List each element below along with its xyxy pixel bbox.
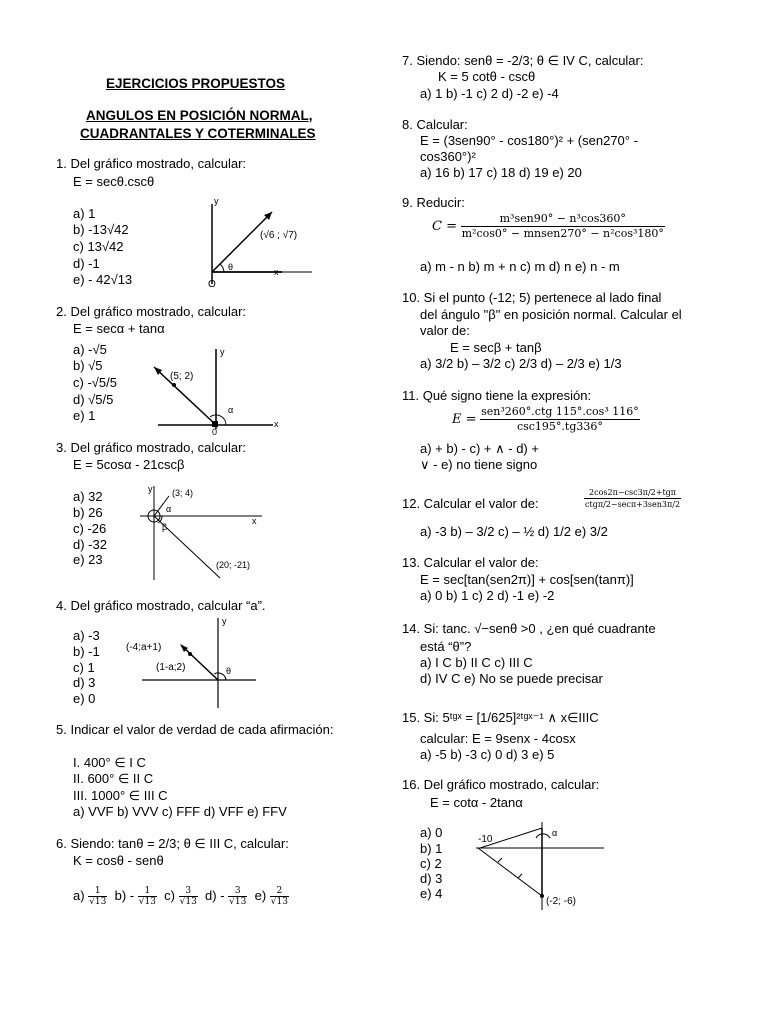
p4-option-e: e) 0 (73, 691, 96, 706)
p10-options: a) 3/2 b) – 3/2 c) 2/3 d) – 2/3 e) 1/3 (420, 356, 622, 371)
p2-option-b: b) √5 (73, 358, 103, 373)
p1-terminal-side (212, 212, 272, 272)
section-subtitle-line1: ANGULOS EN POSICIÓN NORMAL, (86, 108, 313, 123)
p3-alpha-label: α (166, 504, 172, 514)
p2-point-marker (172, 383, 176, 387)
p1-stem: 1. Del gráfico mostrado, calcular: (56, 156, 247, 171)
p2-option-e: e) 1 (73, 408, 96, 423)
p6-expression: K = cosθ - senθ (73, 853, 164, 868)
p1-angle-label: θ (228, 262, 234, 272)
p14-options-line1: a) I C b) II C c) III C (420, 655, 533, 670)
p16-expression: E = cotα - 2tanα (430, 795, 523, 810)
p3-option-b: b) 26 (73, 505, 103, 520)
p4-terminal-side (182, 646, 218, 680)
p13-stem: 13. Calcular el valor de: (402, 555, 539, 570)
p11-options-line2: ∨ - e) no tiene signo (420, 457, 538, 472)
p3-expression: E = 5cosα - 21cscβ (73, 457, 185, 472)
p16-point-marker (540, 894, 544, 898)
p1-option-a: a) 1 (73, 206, 96, 221)
p14-options-line2: d) IV C e) No se puede precisar (420, 671, 603, 686)
p11-denominator: csc195°.tg336° (516, 420, 603, 433)
p12-numerator: 2cos2π−csc3π/2+tgπ (584, 487, 681, 499)
page-title: EJERCICIOS PROPUESTOS (106, 76, 286, 91)
p1-origin-label: O (208, 279, 216, 290)
p4-option-b: b) -1 (73, 644, 100, 659)
p2-origin-label: 0 (212, 427, 218, 435)
p16-tick-label: -10 (478, 834, 493, 845)
p11-numerator: sen³260°.ctg 115°.cos³ 116° (481, 405, 639, 418)
p9-denominator: m²cos0° − mnsen270° − n²cos³180° (461, 227, 664, 240)
p16-option-d: d) 3 (420, 871, 443, 886)
p5-item-1: I. 400° ∈ I C (73, 755, 146, 770)
p10-line3: valor de: (420, 323, 470, 338)
p12-denominator: ctgπ/2−secπ+3sen3π/2 (585, 500, 681, 509)
p10-expression: E = secβ + tanβ (450, 340, 542, 355)
p3-point1-label: (3; 4) (172, 488, 194, 498)
p11-lhs: E = (452, 411, 477, 427)
p2-x-label: x (274, 419, 279, 429)
p9-lhs: C = (432, 218, 457, 234)
p16-tick1 (498, 858, 502, 862)
p2-graph (148, 345, 288, 435)
p11-stem: 11. Qué signo tiene la expresión: (402, 388, 592, 403)
p2-point-label: (5; 2) (170, 371, 194, 382)
p4-point2-label: (1-a;2) (156, 662, 186, 673)
p16-point-label: (-2; -6) (546, 896, 576, 907)
p4-option-a: a) -3 (73, 628, 100, 643)
p8-stem: 8. Calcular: (402, 117, 468, 132)
p3-graph (132, 482, 272, 582)
p9-options: a) m - n b) m + n c) m d) n e) n - m (420, 259, 620, 274)
p1-expression: E = secθ.cscθ (73, 174, 155, 189)
p3-y-label: y (148, 484, 153, 494)
p6-options: a) $\frac{1}{√13}$ b) - $\frac{1}{√13}$ c) $\frac{3}{√13}$ d) - $\frac{3}{√13}$ e) $\frac{2}{√13}$ (73, 886, 288, 907)
p3-x-label: x (252, 516, 257, 526)
p13-options: a) 0 b) 1 c) 2 d) -1 e) -2 (420, 588, 555, 603)
p12-options: a) -3 b) – 3/2 c) – ½ d) 1/2 e) 3/2 (420, 524, 608, 539)
p4-graph (122, 612, 262, 712)
p6-stem: 6. Siendo: tanθ = 2/3; θ ∈ III C, calcular: (56, 836, 289, 851)
p5-options: a) VVF b) VVV c) FFF d) VFF e) FFV (73, 804, 287, 819)
p16-tick2 (518, 874, 522, 878)
p15-options: a) -5 b) -3 c) 0 d) 3 e) 5 (420, 747, 555, 762)
p16-slanted-line (478, 848, 542, 896)
p1-option-d: d) -1 (73, 256, 100, 271)
p16-stem: 16. Del gráfico mostrado, calcular: (402, 777, 600, 792)
p3-stem: 3. Del gráfico mostrado, calcular: (56, 440, 247, 455)
p1-option-b: b) -13√42 (73, 222, 129, 237)
p1-option-e: e) - 42√13 (73, 272, 133, 287)
p14-line2: está “θ”? (420, 639, 472, 654)
p3-point2-label: (20; -21) (216, 560, 251, 570)
p8-expression-line1: E = (3sen90° - cos180°)² + (sen270° - (420, 133, 638, 148)
p4-option-c: c) 1 (73, 660, 95, 675)
p2-option-a: a) -√5 (73, 342, 107, 357)
p9-stem: 9. Reducir: (402, 195, 465, 210)
p2-option-d: d) √5/5 (73, 392, 114, 407)
p10-line1: 10. Si el punto (-12; 5) pertenece al lado final (402, 290, 662, 305)
p4-option-d: d) 3 (73, 675, 96, 690)
p2-angle-label: α (228, 405, 234, 415)
p16-option-b: b) 1 (420, 841, 443, 856)
p3-option-a: a) 32 (73, 489, 103, 504)
p4-point-marker (188, 652, 192, 656)
p8-options: a) 16 b) 17 c) 18 d) 19 e) 20 (420, 165, 582, 180)
p1-option-c: c) 13√42 (73, 239, 124, 254)
p1-point-label: (√6 ; √7) (260, 230, 298, 241)
p16-angle-label: α (552, 828, 558, 838)
p10-line2: del ángulo "β" en posición normal. Calcular el (420, 307, 682, 322)
p13-expression: E = sec[tan(sen2π)] + cos[sen(tanπ)] (420, 572, 634, 587)
p3-beta-label: β (162, 522, 168, 532)
p16-option-c: c) 2 (420, 856, 442, 871)
p2-y-label: y (220, 347, 225, 357)
p4-stem: 4. Del gráfico mostrado, calcular “a”. (56, 598, 266, 613)
p4-angle-label: θ (226, 666, 232, 676)
section-subtitle-line2: CUADRANTALES Y COTERMINALES (80, 126, 316, 141)
p3-option-c: c) -26 (73, 521, 107, 536)
p11-formula (452, 405, 640, 434)
p3-option-e: e) 23 (73, 552, 103, 567)
p3-option-d: d) -32 (73, 537, 107, 552)
p14-line1: 14. Si: tanc. √−senθ >0 , ¿en qué cuadrante (402, 621, 656, 636)
p8-expression-line2: cos360°)² (420, 149, 476, 164)
p15-stem: 15. Si: 5ᵗᵍˣ = [1/625]²ᵗᵍˣ⁻¹ ∧ x∈IIIC (402, 710, 599, 725)
p16-option-a: a) 0 (420, 825, 443, 840)
p16-angle-arc (536, 834, 550, 838)
p2-stem: 2. Del gráfico mostrado, calcular: (56, 304, 247, 319)
p15-expression: calcular: E = 9senx - 4cosx (420, 731, 576, 746)
p16-graph (470, 818, 610, 913)
p1-graph (190, 192, 320, 292)
p9-numerator: m³sen90° − n³cos360° (461, 212, 665, 227)
p11-options-line1: a) + b) - c) + ∧ - d) + (420, 441, 539, 456)
p5-item-2: II. 600° ∈ II C (73, 771, 154, 786)
p1-angle-arc (220, 264, 224, 272)
p5-stem: 5. Indicar el valor de verdad de cada afirmación: (56, 722, 334, 737)
p1-x-label: x (274, 267, 279, 277)
p4-y-label: y (222, 616, 227, 626)
p2-expression: E = secα + tanα (73, 321, 165, 336)
p1-y-label: y (214, 196, 219, 206)
p7-expression: K = 5 cotθ - cscθ (438, 69, 536, 84)
p7-stem: 7. Siendo: senθ = -2/3; θ ∈ IV C, calcular: (402, 53, 644, 68)
p9-formula (432, 212, 665, 241)
p7-options: a) 1 b) -1 c) 2 d) -2 e) -4 (420, 86, 559, 101)
p12-stem: 12. Calcular el valor de: (402, 496, 539, 511)
p16-option-e: e) 4 (420, 886, 443, 901)
p2-option-c: c) -√5/5 (73, 375, 117, 390)
p4-point1-label: (-4;a+1) (126, 642, 162, 653)
p5-item-3: III. 1000° ∈ III C (73, 788, 168, 803)
p12-formula (584, 487, 681, 510)
